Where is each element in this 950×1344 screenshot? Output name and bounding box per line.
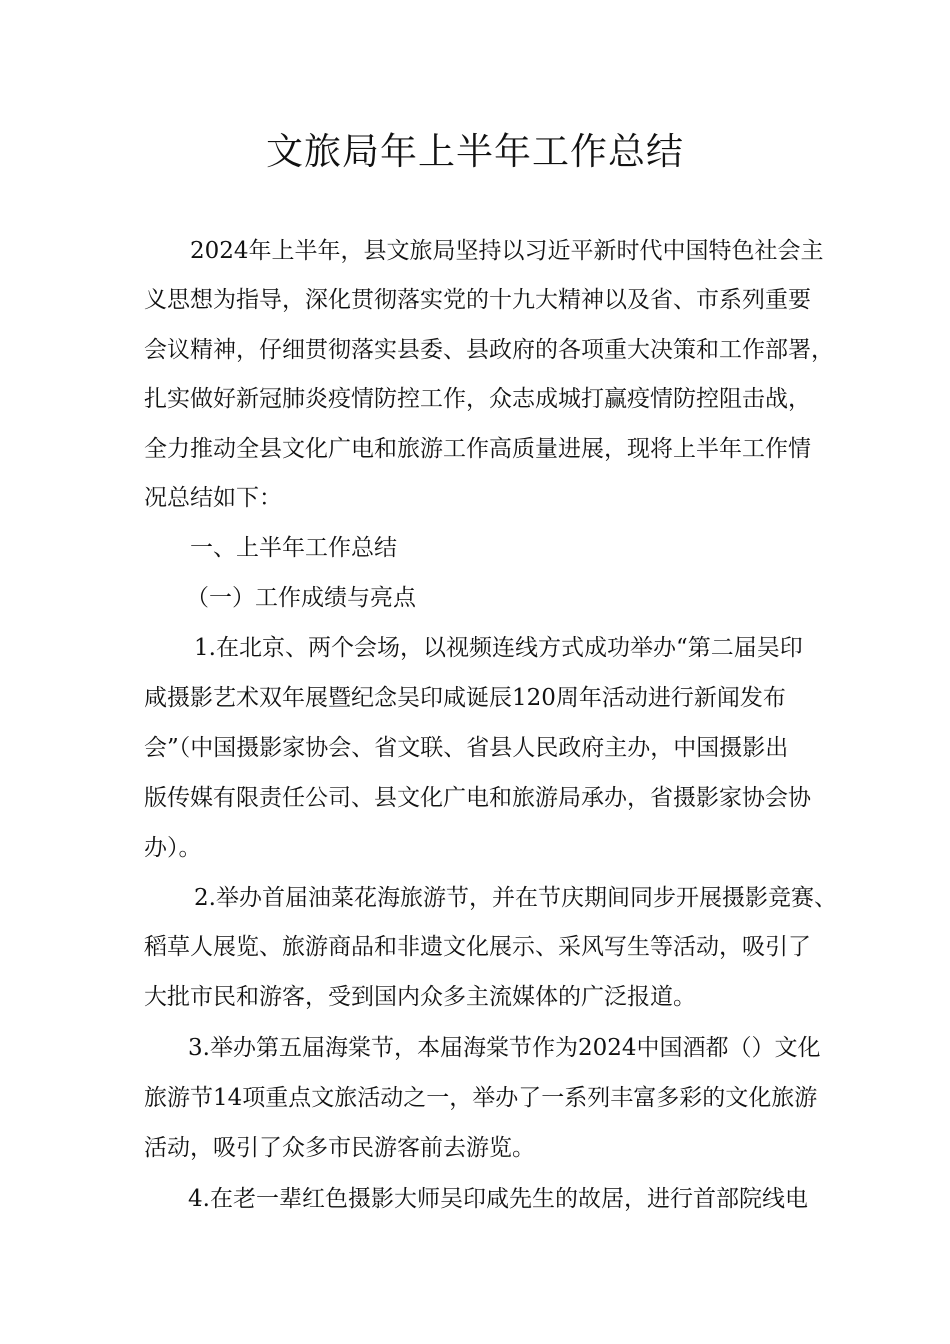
item-1-line-3: 会”（中国摄影家协会、省文联、省县人民政府主办，中国摄影出 [144, 735, 789, 761]
document-title: 文旅局年上半年工作总结 [266, 130, 684, 173]
item-2-line-3: 大批市民和游客，受到国内众多主流媒体的广泛报道。 [144, 984, 696, 1010]
body-line-2: 义思想为指导，深化贯彻落实党的十九大精神以及省、市系列重要 [144, 287, 811, 313]
body-line-5: 全力推动全县文化广电和旅游工作高质量进展，现将上半年工作情 [144, 436, 811, 462]
body-line-1: 2024年上半年，县文旅局坚持以习近平新时代中国特色社会主 [190, 238, 824, 264]
subsection-heading: （一）工作成绩与亮点 [186, 585, 416, 611]
item-1-line-4: 版传媒有限责任公司、县文化广电和旅游局承办，省摄影家协会协 [144, 785, 811, 811]
item-1-line-1: 1.在北京、两个会场，以视频连线方式成功举办“第二届吴印 [194, 635, 803, 661]
item-1-line-2: 咸摄影艺术双年展暨纪念吴印咸诞辰120周年活动进行新闻发布 [144, 685, 786, 711]
body-line-6: 况总结如下： [144, 485, 282, 511]
body-line-4: 扎实做好新冠肺炎疫情防控工作，众志成城打赢疫情防控阻击战， [144, 386, 811, 412]
item-3-line-2: 旅游节14项重点文旅活动之一，举办了一系列丰富多彩的文化旅游 [144, 1085, 818, 1111]
item-3-line-3: 活动，吸引了众多市民游客前去游览。 [144, 1135, 535, 1161]
section-heading: 一、上半年工作总结 [190, 535, 397, 561]
item-3-line-1: 3.举办第五届海棠节，本届海棠节作为2024中国酒都（）文化 [188, 1035, 821, 1061]
item-1-line-5: 办）。 [144, 835, 202, 861]
item-2-line-1: 2.举办首届油菜花海旅游节，并在节庆期间同步开展摄影竞赛、 [194, 885, 837, 911]
body-line-3: 会议精神，仔细贯彻落实县委、县政府的各项重大决策和工作部署， [144, 337, 834, 363]
item-2-line-2: 稻草人展览、旅游商品和非遗文化展示、采风写生等活动，吸引了 [144, 934, 811, 960]
item-4-line-1: 4.在老一辈红色摄影大师吴印咸先生的故居，进行首部院线电 [188, 1186, 808, 1212]
